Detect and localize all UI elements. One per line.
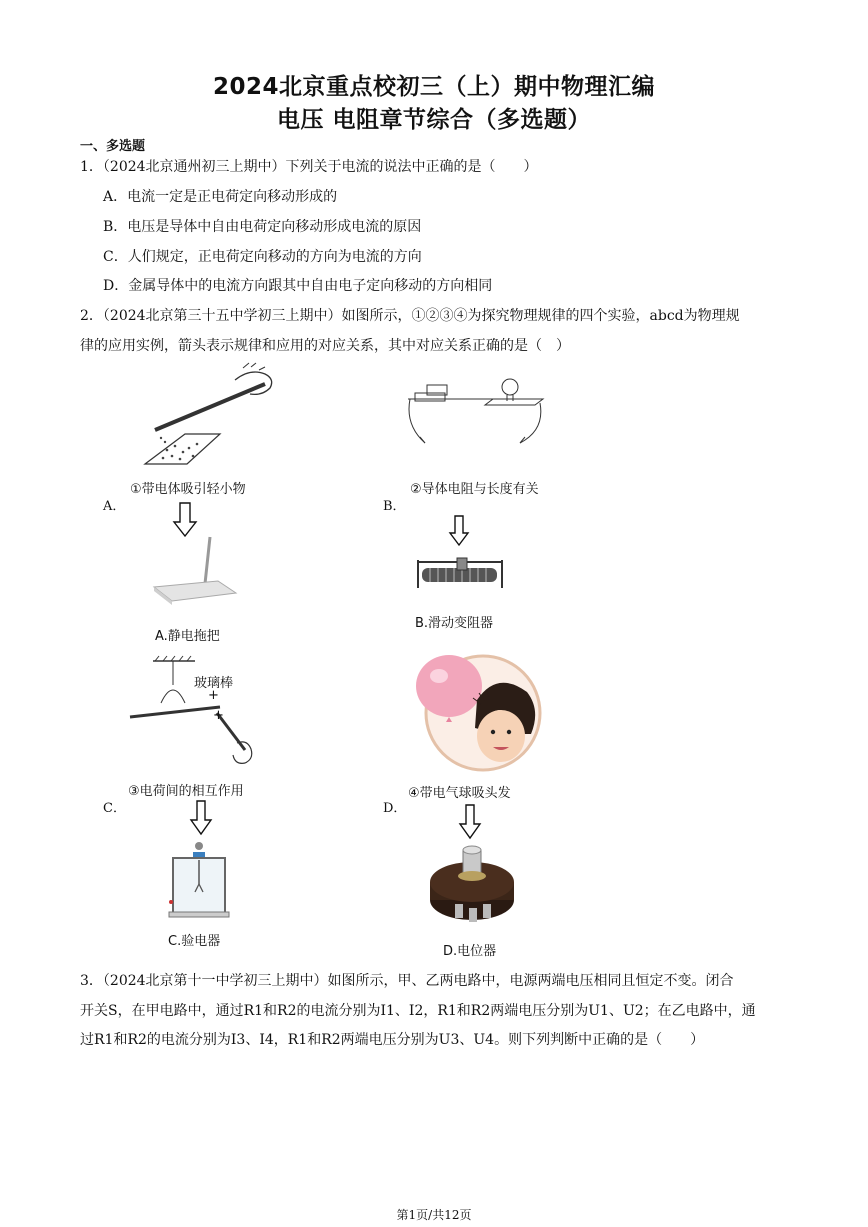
figure-c-application-caption: C.验电器 bbox=[168, 934, 221, 949]
title-line-1: 2024北京重点校初三（上）期中物理汇编 bbox=[212, 74, 655, 100]
static-mop-figure bbox=[148, 535, 243, 615]
glass-rod-label: 玻璃棒 bbox=[194, 676, 234, 691]
q1-stem: 1．（2024北京通州初三上期中）下列关于电流的说法中正确的是（ ） bbox=[80, 159, 538, 175]
figure-b-letter: B． bbox=[383, 499, 406, 514]
resistance-circuit-figure bbox=[405, 375, 545, 450]
q1-option-d: D．金属导体中的电流方向跟其中自由电子定向移动的方向相同 bbox=[103, 278, 493, 294]
figure-b-application-caption: B.滑动变阻器 bbox=[415, 616, 494, 631]
rheostat-figure bbox=[412, 550, 507, 595]
section-heading: 一、多选题 bbox=[80, 139, 146, 154]
figure-c-letter: C． bbox=[103, 801, 126, 816]
arrow-down-icon bbox=[172, 502, 198, 538]
q3-line-2: 开关S，在甲电路中，通过R1和R2的电流分别为I1、I2，R1和R2两端电压分别为U1、U2；在乙电路中，通 bbox=[80, 1003, 756, 1019]
arrow-down-icon bbox=[458, 804, 482, 840]
figure-b-experiment-caption: ②导体电阻与长度有关 bbox=[410, 482, 539, 497]
potentiometer-figure bbox=[425, 842, 520, 932]
balloon-hair-figure bbox=[405, 652, 550, 774]
figure-a-application-caption: A.静电拖把 bbox=[155, 629, 220, 644]
plus-sign-1: + bbox=[208, 688, 219, 703]
figure-a-experiment-caption: ①带电体吸引轻小物 bbox=[130, 482, 246, 497]
figure-d-experiment-caption: ④带电气球吸头发 bbox=[408, 786, 511, 801]
q3-line-3: 过R1和R2的电流分别为I3、I4，R1和R2两端电压分别为U3、U4。则下列判断中正确的是（ ） bbox=[80, 1032, 705, 1048]
electroscope-figure bbox=[165, 840, 230, 920]
plus-sign-2: + bbox=[213, 708, 224, 723]
figure-c-experiment-caption: ③电荷间的相互作用 bbox=[128, 784, 244, 799]
q2-stem-line-2: 律的应用实例，箭头表示规律和应用的对应关系，其中对应关系正确的是（ ） bbox=[80, 338, 570, 354]
q3-line-1: 3．（2024北京第十一中学初三上期中）如图所示，甲、乙两电路中，电源两端电压相同且恒定不变。闭合 bbox=[80, 973, 734, 989]
q1-option-c: C．人们规定，正电荷定向移动的方向为电流的方向 bbox=[103, 249, 422, 265]
title-line-2: 电压 电阻章节综合（多选题） bbox=[276, 107, 591, 133]
figure-a-letter: A． bbox=[103, 499, 126, 514]
page-footer: 第1页/共12页 bbox=[396, 1208, 472, 1222]
q1-option-b: B．电压是导体中自由电荷定向移动形成电流的原因 bbox=[103, 219, 422, 235]
arrow-down-icon bbox=[448, 515, 470, 547]
q1-option-a: A．电流一定是正电荷定向移动形成的 bbox=[103, 189, 338, 205]
arrow-down-icon bbox=[189, 800, 213, 836]
figure-d-letter: D． bbox=[383, 801, 407, 816]
figure-d-application-caption: D.电位器 bbox=[443, 944, 497, 959]
q2-stem-line-1: 2．（2024北京第三十五中学初三上期中）如图所示，①②③④为探究物理规律的四个实验，abcd为物理规 bbox=[80, 308, 740, 324]
charged-rod-figure bbox=[125, 362, 285, 472]
